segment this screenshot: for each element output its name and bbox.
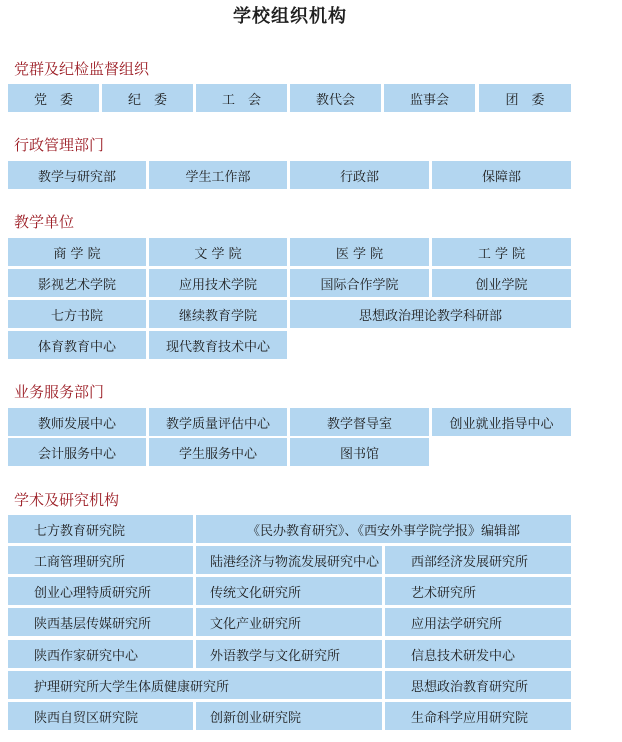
org-cell-qifang-education-institute[interactable]: 七方教育研究院 — [8, 515, 193, 543]
org-cell-it-rd-center[interactable]: 信息技术研发中心 — [385, 640, 571, 668]
org-cell-admin-dept[interactable]: 行政部 — [290, 161, 429, 189]
org-cell-entrepreneurship-school[interactable]: 创业学院 — [432, 269, 571, 297]
org-cell-applied-tech-school[interactable]: 应用技术学院 — [149, 269, 287, 297]
section-heading-party: 党群及纪检监督组织 — [14, 60, 150, 78]
org-cell-staff-congress[interactable]: 教代会 — [290, 84, 381, 112]
org-cell-shaanxi-media-institute[interactable]: 陕西基层传媒研究所 — [8, 608, 193, 636]
org-cell-teaching-supervision[interactable]: 教学督导室 — [290, 408, 429, 436]
org-cell-youth-league[interactable]: 团 委 — [479, 84, 571, 112]
section-heading-admin: 行政管理部门 — [14, 136, 105, 154]
org-cell-intl-cooperation-school[interactable]: 国际合作学院 — [290, 269, 429, 297]
org-cell-innovation-entrepreneurship[interactable]: 创新创业研究院 — [196, 702, 382, 730]
section-heading-service: 业务服务部门 — [14, 383, 105, 401]
org-cell-library[interactable]: 图书馆 — [290, 438, 429, 466]
org-cell-teaching-research-dept[interactable]: 教学与研究部 — [8, 161, 146, 189]
org-cell-traditional-culture[interactable]: 传统文化研究所 — [196, 577, 382, 605]
org-cell-business-admin-institute[interactable]: 工商管理研究所 — [8, 546, 193, 574]
org-cell-career-guidance[interactable]: 创业就业指导中心 — [432, 408, 571, 436]
org-cell-logistics-research-center[interactable]: 陆港经济与物流发展研究中心 — [196, 546, 382, 574]
org-cell-shaanxi-writers-center[interactable]: 陕西作家研究中心 — [8, 640, 193, 668]
org-cell-ideology-politics-dept[interactable]: 思想政治理论教学科研部 — [290, 300, 571, 328]
org-cell-quality-assessment[interactable]: 教学质量评估中心 — [149, 408, 287, 436]
org-cell-entrepreneur-psychology[interactable]: 创业心理特质研究所 — [8, 577, 193, 605]
org-cell-qifang-academy[interactable]: 七方书院 — [8, 300, 146, 328]
org-cell-art-institute[interactable]: 艺术研究所 — [385, 577, 571, 605]
org-cell-cultural-industry[interactable]: 文化产业研究所 — [196, 608, 382, 636]
org-cell-engineering-school[interactable]: 工 学 院 — [432, 238, 571, 266]
org-cell-ideology-education[interactable]: 思想政治教育研究所 — [385, 671, 571, 699]
org-cell-liberal-arts-school[interactable]: 文 学 院 — [149, 238, 287, 266]
org-cell-medical-school[interactable]: 医 学 院 — [290, 238, 429, 266]
section-heading-research: 学术及研究机构 — [14, 491, 120, 509]
section-heading-teaching: 教学单位 — [14, 213, 75, 231]
org-cell-accounting-services[interactable]: 会计服务中心 — [8, 438, 146, 466]
org-cell-nursing-fitness-institute[interactable]: 护理研究所大学生体质健康研究所 — [8, 671, 382, 699]
org-cell-edtech-center[interactable]: 现代教育技术中心 — [149, 331, 287, 359]
page-title: 学校组织机构 — [233, 6, 347, 27]
org-cell-support-dept[interactable]: 保障部 — [432, 161, 571, 189]
org-cell-applied-law[interactable]: 应用法学研究所 — [385, 608, 571, 636]
org-cell-faculty-development[interactable]: 教师发展中心 — [8, 408, 146, 436]
org-cell-life-science[interactable]: 生命科学应用研究院 — [385, 702, 571, 730]
org-cell-discipline-committee[interactable]: 纪 委 — [102, 84, 193, 112]
org-cell-ftz-research[interactable]: 陕西自贸区研究院 — [8, 702, 193, 730]
org-cell-foreign-language-culture[interactable]: 外语教学与文化研究所 — [196, 640, 382, 668]
org-cell-student-affairs-dept[interactable]: 学生工作部 — [149, 161, 287, 189]
org-cell-student-services[interactable]: 学生服务中心 — [149, 438, 287, 466]
org-cell-supervisory-board[interactable]: 监事会 — [384, 84, 475, 112]
org-cell-western-economy-institute[interactable]: 西部经济发展研究所 — [385, 546, 571, 574]
org-cell-business-school[interactable]: 商 学 院 — [8, 238, 146, 266]
org-cell-party-committee[interactable]: 党 委 — [8, 84, 99, 112]
org-cell-labor-union[interactable]: 工 会 — [196, 84, 287, 112]
org-cell-journal-editorial[interactable]: 《民办教育研究》、《西安外事学院学报》编辑部 — [196, 515, 571, 543]
org-cell-continuing-education[interactable]: 继续教育学院 — [149, 300, 287, 328]
org-cell-film-art-school[interactable]: 影视艺术学院 — [8, 269, 146, 297]
org-cell-sports-center[interactable]: 体育教育中心 — [8, 331, 146, 359]
